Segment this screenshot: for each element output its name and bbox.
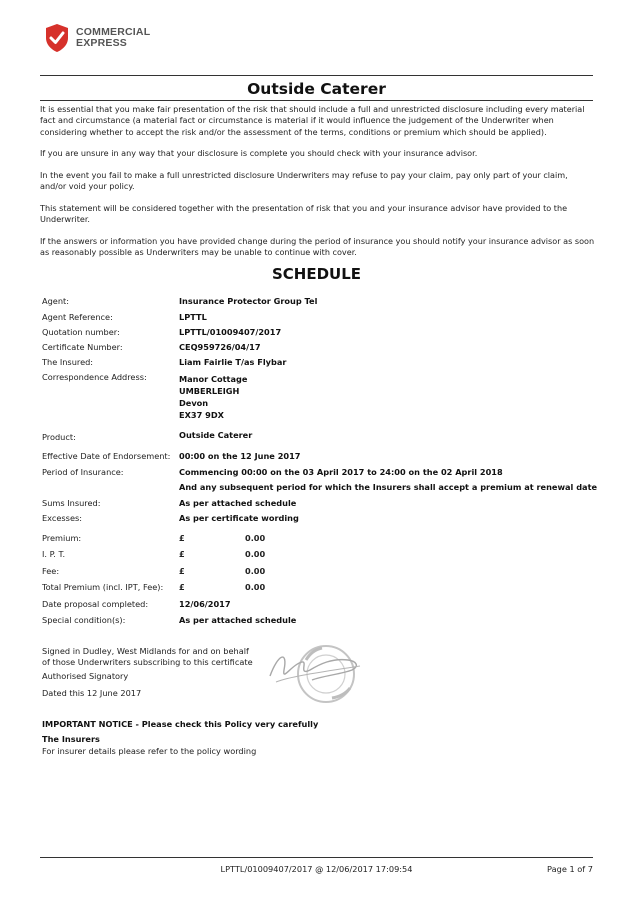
address-line-3: Devon (179, 398, 209, 408)
insurers-details: For insurer details please refer to the policy wording (42, 746, 257, 756)
currency-symbol: £ (179, 582, 185, 592)
quotation-value: LPTTL/01009407/2017 (179, 327, 282, 337)
period-renewal-value: And any subsequent period for which the Insurers shall accept a premium at renewal date (179, 482, 598, 492)
ipt-label: I. P. T. (42, 549, 66, 559)
special-conditions-value: As per attached schedule (179, 615, 297, 625)
logo-line-2: EXPRESS (76, 37, 128, 49)
total-premium-value: 0.00 (245, 582, 266, 592)
agent-value: Insurance Protector Group Tel (179, 296, 318, 306)
footer-rule (40, 857, 593, 858)
agent-reference-value: LPTTL (179, 312, 207, 322)
insurers-heading: The Insurers (42, 734, 100, 744)
address-line-1: Manor Cottage (179, 374, 248, 384)
shield-logo-icon (44, 23, 70, 53)
agent-reference-label: Agent Reference: (42, 312, 113, 322)
period-value: Commencing 00:00 on the 03 April 2017 to 24:00 on the 02 April 2018 (179, 467, 503, 477)
address-label: Correspondence Address: (42, 372, 147, 382)
endorsement-label: Effective Date of Endorsement: (42, 451, 171, 461)
insured-label: The Insured: (42, 357, 94, 367)
schedule-heading: SCHEDULE (271, 265, 362, 283)
excesses-value: As per certificate wording (179, 513, 299, 523)
premium-value: 0.00 (245, 533, 266, 543)
fee-value: 0.00 (245, 566, 266, 576)
total-premium-label: Total Premium (incl. IPT, Fee): (42, 582, 164, 592)
currency-symbol: £ (179, 533, 185, 543)
title-rule (40, 100, 593, 101)
product-label: Product: (42, 432, 76, 442)
proposal-date-value: 12/06/2017 (179, 599, 231, 609)
commercial-express-logo (44, 22, 150, 54)
dated-line: Dated this 12 June 2017 (42, 688, 142, 698)
signature-stamp (262, 636, 372, 710)
sums-insured-value: As per attached schedule (179, 498, 297, 508)
currency-symbol: £ (179, 566, 185, 576)
quotation-label: Quotation number: (42, 327, 120, 337)
logo-line-1: COMMERCIAL (76, 26, 151, 38)
certificate-label: Certificate Number: (42, 342, 123, 352)
premium-label: Premium: (42, 533, 82, 543)
ipt-value: 0.00 (245, 549, 266, 559)
excesses-label: Excesses: (42, 513, 83, 523)
product-value: Outside Caterer (179, 430, 253, 440)
agent-label: Agent: (42, 296, 69, 306)
certificate-value: CEQ959726/04/17 (179, 342, 261, 352)
page-number: Page 1 of 7 (547, 864, 593, 874)
intro-paragraph: It is essential that you make fair presentation of the risk that should include a full and unrestricted disclosure including every material fact and circumstance (a material fact or circumstance is material if it would influence the judgement of the Underwriter when considering whether to accept the risk and/or the assessment of the terms, conditions or premium which should be applied). (40, 104, 585, 137)
fee-label: Fee: (42, 566, 60, 576)
header-rule (40, 75, 593, 76)
signed-line-2: of those Underwriters subscribing to this certificate (42, 657, 253, 667)
address-line-4: EX37 9DX (179, 410, 224, 420)
company-stamp-icon (262, 636, 372, 706)
insured-value: Liam Fairlie T/as Flybar (179, 357, 287, 367)
signed-statement (42, 646, 253, 668)
intro-text (40, 104, 595, 269)
intro-paragraph: If the answers or information you have provided change during the period of insurance you should notify your insurance advisor as soon as reasonably possible as Underwriters may be unable to continue with cover. (40, 236, 595, 258)
document-title: Outside Caterer (247, 80, 386, 98)
special-conditions-label: Special condition(s): (42, 615, 126, 625)
intro-paragraph: If you are unsure in any way that your disclosure is complete you should check with your insurance advisor. (40, 148, 478, 159)
important-notice: IMPORTANT NOTICE - Please check this Policy very carefully (42, 719, 319, 729)
proposal-date-label: Date proposal completed: (42, 599, 149, 609)
intro-paragraph: This statement will be considered together with the presentation of risk that you and your insurance advisor have provided to the Underwriter. (40, 203, 568, 225)
signed-line-1: Signed in Dudley, West Midlands for and on behalf (42, 646, 249, 656)
currency-symbol: £ (179, 549, 185, 559)
authorised-signatory: Authorised Signatory (42, 671, 129, 681)
endorsement-value: 00:00 on the 12 June 2017 (179, 451, 301, 461)
footer-reference: LPTTL/01009407/2017 @ 12/06/2017 17:09:54 (220, 864, 413, 874)
sums-insured-label: Sums Insured: (42, 498, 101, 508)
intro-paragraph: In the event you fail to make a full unrestricted disclosure Underwriters may refuse to pay your claim, pay only part of your claim, and/or void your policy. (40, 170, 568, 192)
address-line-2: UMBERLEIGH (179, 386, 240, 396)
period-label: Period of Insurance: (42, 467, 124, 477)
